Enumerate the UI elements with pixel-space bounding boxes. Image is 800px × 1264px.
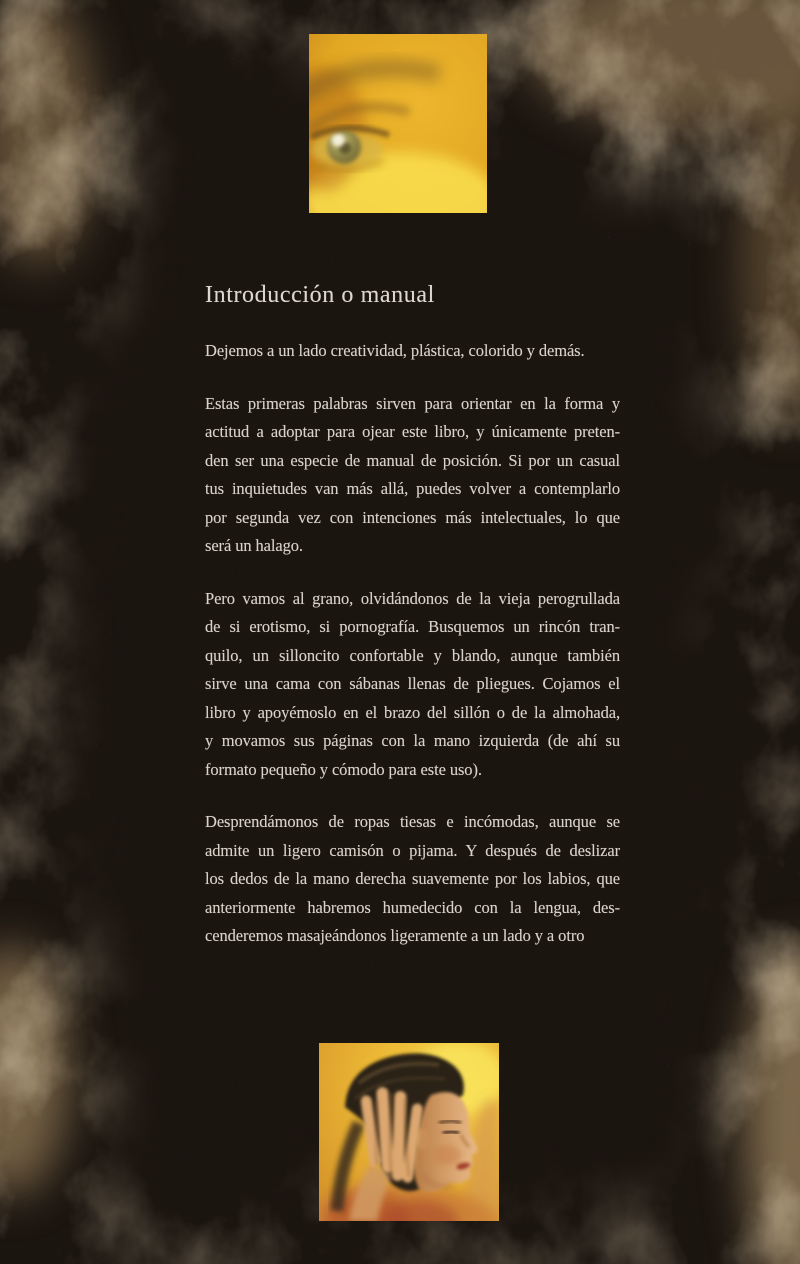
text-line: den ser una especie de manual de posición. Si por un casual [205,450,620,470]
text-line: actitud a adoptar para ojear este libro, y únicamente preten- [205,422,620,441]
paragraphs [205,337,620,951]
body-text [205,278,620,951]
text-line: cenderemos masajeándonos ligeramente a un lado y a otro [205,926,585,945]
text-line: y movamos sus páginas con la mano izquierda (de ahí su [205,731,620,750]
text-line: sirve una cama con sábanas llenas de pliegues. Cojamos el [205,674,620,693]
text-line: por segunda vez con intenciones más intelectuales, lo que [205,507,620,527]
paragraph [205,585,620,785]
woman-photo [319,1043,499,1221]
text-line: de si erotismo, si pornografía. Busquemos un rincón tran- [205,617,620,636]
text-line: anteriormente habremos humedecido con la lengua, des- [205,897,620,917]
page-title: Introducción o manual [205,282,435,308]
text-line: Estas primeras palabras sirven para orientar en la forma y [205,393,620,413]
text-line: Desprendámonos de ropas tiesas e incómodas, aunque se [205,812,620,831]
text-line: quilo, un silloncito confortable y blando, aunque también [205,645,620,665]
text-line: formato pequeño y cómodo para este uso). [205,759,482,779]
paragraph [205,808,620,951]
text-line: será un halago. [205,536,303,555]
text-line: Pero vamos al grano, olvidándonos de la vieja perogrullada [205,588,620,608]
text-line: los dedos de la mano derecha suavemente por los labios, que [205,869,620,888]
paragraph [205,337,620,366]
eye-photo [309,34,487,213]
text-line: admite un ligero camisón o pijama. Y después de deslizar [205,840,620,860]
text-line: Dejemos a un lado creatividad, plástica, colorido y demás. [205,341,585,360]
paragraph [205,390,620,561]
text-line: tus inquietudes van más allá, puedes volver a contemplarlo [205,479,620,498]
text-line: libro y apoyémoslo en el brazo del sillón o de la almohada, [205,702,620,722]
